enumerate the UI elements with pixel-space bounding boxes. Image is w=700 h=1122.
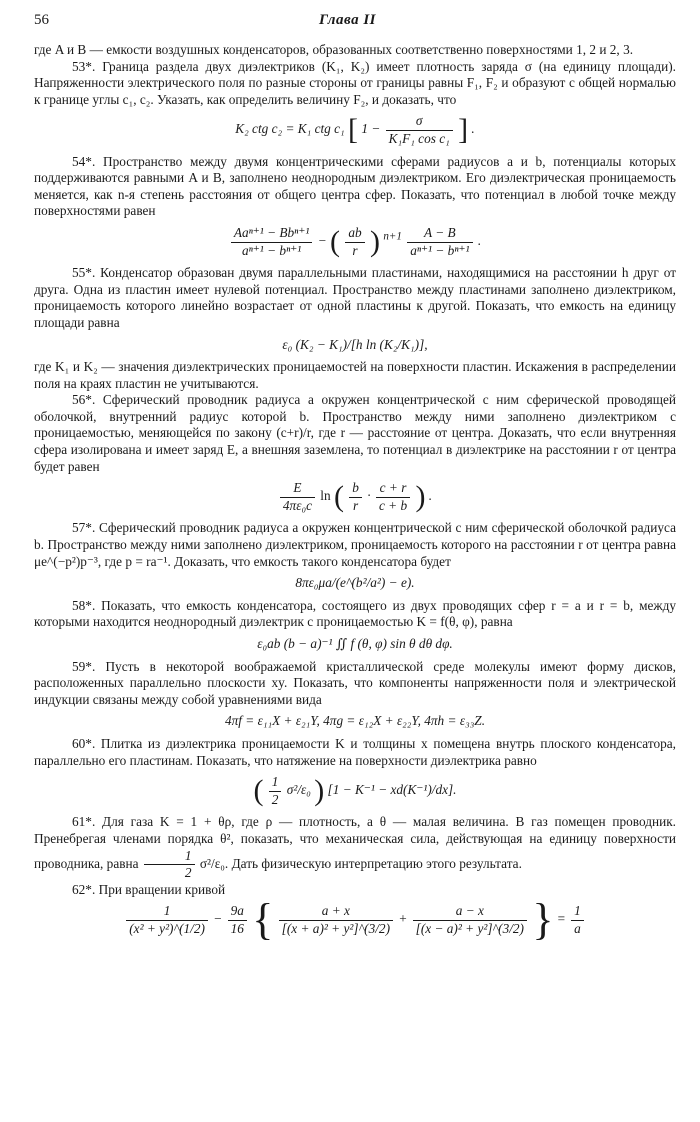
eq54-close-paren: )	[369, 224, 380, 258]
eq56-end: .	[428, 488, 433, 504]
eq62-frac1	[126, 903, 208, 937]
eq60-open-paren: (	[253, 773, 264, 807]
problem-53-text: 53*. Граница раздела двух диэлектриков (K₁, K₂) имеет плотность заряда σ (на единицу площади). Напряженности электрического поля по разные стороны от границы равны F₁, F₂ и образуют с общей нормалью к границе углы c₁, c₂. Указать, как определить величину F₂, и доказать, что	[34, 58, 676, 107]
eq54-power: n+1	[383, 230, 402, 243]
eq53-lhs: K₂ ctg c₂ = K₁ ctg c₁	[235, 121, 345, 137]
page-header	[34, 12, 676, 42]
problem-61-before: 61*. Для газа K = 1 + θρ, где ρ — плотность, а θ — малая величина. В газ помещен проводник. Пренебрегая членами порядка θ², показать, что механическая сила, действующая на единицу поверхности проводника, равна	[34, 814, 676, 871]
eq62-minus: −	[213, 911, 223, 927]
problem-56-equation	[34, 480, 676, 514]
problem-59-equation: 4πf = ε₁₁X + ε₂₁Y, 4πg = ε₁₂X + ε₂₂Y, 4πh = ε₃₃Z.	[224, 713, 486, 729]
problem-55-equation: ε₀ (K₂ − K₁)/[h ln (K₂/K₁)],	[282, 336, 428, 352]
eq62-den4: [(x − a)² + y²]^(3/2)	[415, 920, 524, 936]
problem-53-equation	[34, 113, 676, 147]
eq62-frac5	[571, 903, 584, 937]
eq56-num3: c + r	[376, 480, 410, 498]
eq54-num1: Aaⁿ⁺¹ − Bbⁿ⁺¹	[231, 225, 313, 243]
problem-55-after: где K₁ и K₂ — значения диэлектрических проницаемостей на поверхности пластин. Искажения в распределении поля на краях пластин не учитываются.	[34, 359, 676, 391]
eq56-ln: ln	[320, 488, 331, 504]
eq54-den2: r	[352, 242, 358, 258]
problem-55-text: 55*. Конденсатор образован двумя параллельными пластинами, находящимися на расстоянии h друг от друга. Одна из пластин имеет нулевой потенциал. Пространство между пластинами заполнено диэлектриком, проницаемость которого линейно возрастает от одной пластины к другой. Показать, что емкость на единицу площади равна	[34, 265, 676, 330]
problem-61-text	[34, 814, 676, 881]
eq62-num4: a − x	[413, 903, 527, 921]
running-head: Глава II	[319, 12, 376, 28]
eq62-frac2	[228, 903, 247, 937]
eq60-close-paren: )	[314, 773, 325, 807]
eq62-frac4	[413, 903, 527, 937]
eq54-end: .	[477, 233, 482, 249]
eq54-den1: aⁿ⁺¹ − bⁿ⁺¹	[241, 242, 302, 258]
eq62-num5: 1	[571, 903, 584, 921]
eq56-den3: c + b	[378, 497, 408, 513]
eq62-den5: a	[574, 920, 581, 936]
eq62-num2: 9a	[228, 903, 247, 921]
eq53-close-bracket: ]	[458, 113, 469, 147]
eq56-dot: ·	[367, 488, 371, 504]
eq60-num: 1	[269, 774, 282, 792]
eq54-open-paren: (	[330, 224, 341, 258]
eq62-den1: (x² + y²)^(1/2)	[129, 920, 205, 936]
eq56-open-paren: (	[333, 480, 344, 514]
eq54-den3: aⁿ⁺¹ − bⁿ⁺¹	[410, 242, 470, 258]
eq62-num1: 1	[126, 903, 208, 921]
problem-58-text: 58*. Показать, что емкость конденсатора, состоящего из двух проводящих сфер r = a и r = b, между которыми находится неоднородный диэлектрик с проницаемостью K = f(θ, φ), равна	[34, 597, 676, 630]
problem-62-equation	[34, 895, 676, 945]
problem-61-after: Дать физическую интерпретацию этого результата.	[231, 855, 522, 871]
eq62-open-brace: {	[252, 895, 274, 945]
problem-60-text: 60*. Плитка из диэлектрика проницаемости K и толщины x помещена внутрь плоского конденсатора, параллельно его пластинам. Показать, что натяжение на поверхности диэлектрика равно	[34, 735, 676, 768]
eq62-plus: +	[398, 911, 408, 927]
problem-58-equation: ε₀ab (b − a)⁻¹ ∬ f (θ, φ) sin θ dθ dφ.	[257, 636, 453, 651]
eq60-frac	[269, 774, 282, 808]
eq62-den2: 16	[230, 920, 244, 936]
eq53-one: 1 −	[361, 121, 381, 137]
problem-57-equation: 8πε₀μa/(e^(b²/a²) − e).	[295, 575, 415, 591]
eq62-den3: [(x + a)² + y²]^(3/2)	[281, 920, 391, 936]
eq56-frac2	[349, 480, 362, 514]
eq62-close-brace: }	[532, 895, 554, 945]
eq54-num2: ab	[345, 225, 364, 243]
eq54-frac2	[345, 225, 364, 259]
eq56-frac3	[376, 480, 410, 514]
eq53-end: .	[471, 121, 475, 137]
eq56-den1: 4πε₀c	[282, 497, 312, 513]
eq56-num1: E	[280, 480, 315, 498]
eq62-eqsign: =	[556, 911, 566, 927]
problem-62-text: 62*. При вращении кривой	[72, 881, 226, 897]
eq54-num3: A − B	[407, 225, 472, 243]
eq54-frac3	[407, 225, 472, 259]
eq53-num: σ	[386, 113, 453, 131]
problem-61-fraction	[144, 848, 195, 882]
problem-54-equation	[34, 225, 676, 259]
eq53-open-bracket: [	[348, 113, 359, 147]
p61-num: 1	[144, 848, 195, 866]
problem-60-equation	[34, 774, 676, 808]
eq62-frac3	[279, 903, 393, 937]
problem-56-text: 56*. Сферический проводник радиуса a окружен концентрической с ним сферической проводящей оболочкой, внутренний радиус которой b. Пространство между ними заполнено диэлектриком с проницаемостью, меняющейся по закону (c+r)/r, где r — расстояние от центра. Доказать, что если внутренняя сфера изолирована и имеет заряд E, а внешняя заземлена, то потенциал в диэлектрике на расстоянии r от центра будет равен	[34, 392, 676, 474]
eq56-num2: b	[349, 480, 362, 498]
eq62-num3: a + x	[279, 903, 393, 921]
problem-54-text: 54*. Пространство между двумя концентрическими сферами радиусов a и b, потенциалы которых поддерживаются равными A и B, заполнено неоднородным диэлектриком. Его диэлектрическая проницаемость меняется, как n-я степень расстояния от общего центра сфер. Показать, что потенциал в любой точке между поверхностями равен	[34, 153, 676, 219]
eq53-den: K₁F₁ cos c₁	[388, 130, 450, 146]
problem-59-text: 59*. Пусть в некоторой воображаемой кристаллической среде молекулы имеют форму дисков, расположенных параллельно плоскости xy. Показать, что компоненты напряженности поля и электрической индукции связаны между собой уравнениями вида	[34, 658, 676, 707]
problem-61-rest: σ²/ε₀.	[199, 855, 229, 871]
eq56-den2: r	[353, 497, 359, 513]
eq54-minus: −	[317, 233, 327, 249]
eq54-frac1	[231, 225, 313, 259]
eq60-den: 2	[271, 791, 279, 807]
eq60-rest2: [1 − K⁻¹ − xd(K⁻¹)/dx].	[327, 782, 457, 798]
eq60-rest1: σ²/ε₀	[286, 782, 311, 798]
problem-57-text: 57*. Сферический проводник радиуса a окружен концентрической с ним сферической оболочкой радиуса b. Пространство между ними заполнено диэлектриком, проницаемость которого на расстоянии r от центра равна μe^(−p²)p⁻³, где p = ra⁻¹. Доказать, что емкость такого конденсатора будет	[34, 520, 676, 569]
eq56-frac1	[280, 480, 315, 514]
p61-den: 2	[184, 865, 192, 881]
eq56-close-paren: )	[415, 480, 426, 514]
page-number: 56	[34, 12, 49, 28]
eq53-fraction	[386, 113, 453, 147]
intro-paragraph: где A и B — емкости воздушных конденсаторов, образованных соответственно поверхностями 1, 2 и 2, 3.	[34, 42, 634, 57]
